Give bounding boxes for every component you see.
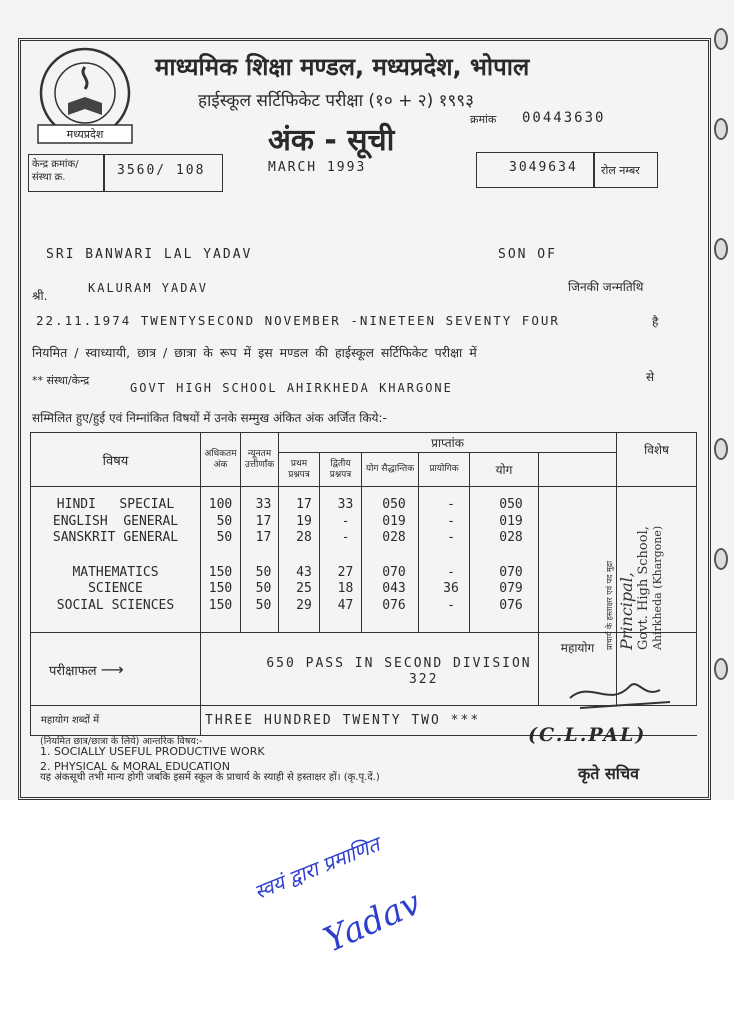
marks-row: [31, 487, 697, 633]
internal-title: (नियमित छात्र/छात्रा के लिये) आन्तरिक विषय:-: [40, 736, 203, 747]
centre-label: केन्द्र क्रमांक/ संस्था क्र.: [32, 159, 79, 183]
serial-number: 00443630: [522, 110, 606, 126]
practical-group-1: - - -: [447, 497, 455, 545]
doc-title: अंक - सूची: [268, 123, 395, 158]
paper2-group-1: 33 - -: [337, 497, 354, 545]
total-group-2: 070 079 076: [499, 564, 523, 613]
grand-total: 322: [408, 672, 439, 687]
exam-session: MARCH 1993: [268, 160, 367, 175]
student-name: SRI BANWARI LAL YADAV: [46, 247, 253, 262]
stamp-place: Ahirkheda (Khargone): [651, 525, 664, 650]
secretary-name: (C.L.PAL): [528, 724, 647, 746]
stamp-principal: Principal,: [617, 572, 636, 650]
subjects-group-1: HINDI SPECIAL ENGLISH GENERAL SANSKRIT GENERAL: [52, 497, 179, 545]
board-name: माध्यमिक शिक्षा मण्डल, मध्यप्रदेश, भोपाल: [155, 53, 530, 81]
principal-stamp: [604, 526, 664, 650]
total-header: योग: [470, 453, 539, 487]
roll-number: 3049634: [509, 160, 578, 175]
result-value: 650 PASS IN SECOND DIVISION: [266, 655, 532, 671]
internal-item-2: 2. PHYSICAL & MORAL EDUCATION: [40, 760, 230, 773]
shri-label: श्री.: [32, 289, 48, 303]
practical-group-2: - 36 -: [443, 564, 459, 613]
secretary-signature-icon: [560, 668, 680, 716]
attest-signature: Yadav: [318, 882, 427, 961]
paper1-group-2: 43 25 29: [296, 564, 312, 613]
words-label: महायोग शब्दों में: [40, 714, 100, 726]
min-group-2: 50 50 50: [255, 564, 272, 613]
hai-text: है: [652, 315, 659, 329]
roll-label: रोल नम्बर: [601, 164, 640, 177]
centre-value-box: [104, 154, 223, 192]
paper1-group-1: 17 19 28: [296, 497, 312, 545]
max-marks-header: अधिकतम अंक: [201, 433, 241, 487]
svg-text:मध्यप्रदेश: मध्यप्रदेश: [66, 128, 104, 141]
regular-line: नियमित / स्वाध्यायी, छात्र / छात्रा के रूप में इस मण्डल की हाईस्कूल सर्टिफिकेट परीक्षा में: [32, 345, 477, 360]
father-name: KALURAM YADAV: [88, 281, 208, 295]
obtained-header: प्राप्तांक: [279, 433, 617, 453]
exam-title: हाईस्कूल सर्टिफिकेट परीक्षा (१० + २) १९९३: [198, 91, 474, 111]
grand-total-label: महायोग: [539, 633, 617, 706]
words-label-cell: [31, 706, 201, 736]
stamp-hindi: प्राचार्य के हस्ताक्षर एवं पद मुद्रा: [605, 560, 614, 650]
serial-label: क्रमांक: [470, 113, 497, 126]
punch-holes: [710, 0, 728, 800]
result-label-cell: परीक्षाफल ⟶: [31, 633, 201, 706]
min-group-1: 33 17 17: [255, 497, 272, 545]
son-of-label: SON OF: [498, 247, 557, 262]
institute-label: ** संस्था/केन्द्र: [32, 374, 90, 387]
theory-group-2: 070 043 076: [382, 564, 406, 613]
roll-label-box: [594, 152, 658, 188]
max-group-2: 150 150 150: [208, 564, 233, 613]
centre-label-box: [28, 154, 104, 192]
words-value: THREE HUNDRED TWENTY TWO ***: [201, 706, 697, 736]
min-marks-header: न्यूनतम उत्तीर्णांक: [241, 433, 279, 487]
max-group-1: 100 50 50: [208, 497, 233, 545]
paper2-header: द्वितीय प्रश्नपत्र: [320, 453, 362, 487]
internal-item-1: 1. SOCIALLY USEFUL PRODUCTIVE WORK: [40, 745, 265, 758]
institute-name: GOVT HIGH SCHOOL AHIRKHEDA KHARGONE: [130, 381, 453, 395]
dob-label: जिनकी जन्मतिथि: [568, 280, 644, 294]
centre-value: 3560/ 108: [117, 163, 206, 178]
subjects-group-2: MATHEMATICS SCIENCE SOCIAL SCIENCES: [56, 564, 175, 613]
subject-header: विषय: [31, 433, 201, 487]
secretary-title: कृते सचिव: [578, 764, 639, 783]
theory-header: योग सैद्धान्तिक: [362, 453, 419, 487]
result-label: परीक्षाफल: [49, 663, 97, 679]
total-group-1: 050 019 028: [499, 497, 523, 545]
date-of-birth: 22.11.1974 TWENTYSECOND NOVEMBER -NINETEEN SEVENTY FOUR: [36, 313, 560, 328]
result-cell: [201, 633, 539, 706]
se-text: से: [646, 370, 655, 384]
theory-group-1: 050 019 028: [382, 497, 406, 545]
paper1-header: प्रथम प्रश्नपत्र: [279, 453, 320, 487]
self-attested-note: स्वयं द्वारा प्रमाणित: [250, 832, 383, 905]
stamp-school: Govt. High School,: [636, 526, 651, 650]
paper2-group-2: 27 18 47: [337, 564, 354, 613]
board-emblem-icon: [28, 45, 142, 149]
appeared-line: सम्मिलित हुए/हुई एवं निम्नांकित विषयों में उनके सम्मुख अंकित अंक अर्जित किये:-: [32, 411, 387, 425]
roll-value-box: [476, 152, 594, 188]
special-header: विशेष: [617, 433, 697, 487]
validity-note: यह अंकसूची तभी मान्य होगी जबकि इसमें स्कूल के प्राचार्य के स्याही से हस्ताक्षर हों। (कृ.पृ.दें.): [40, 772, 380, 783]
practical-header: प्रायोगिक: [419, 453, 470, 487]
